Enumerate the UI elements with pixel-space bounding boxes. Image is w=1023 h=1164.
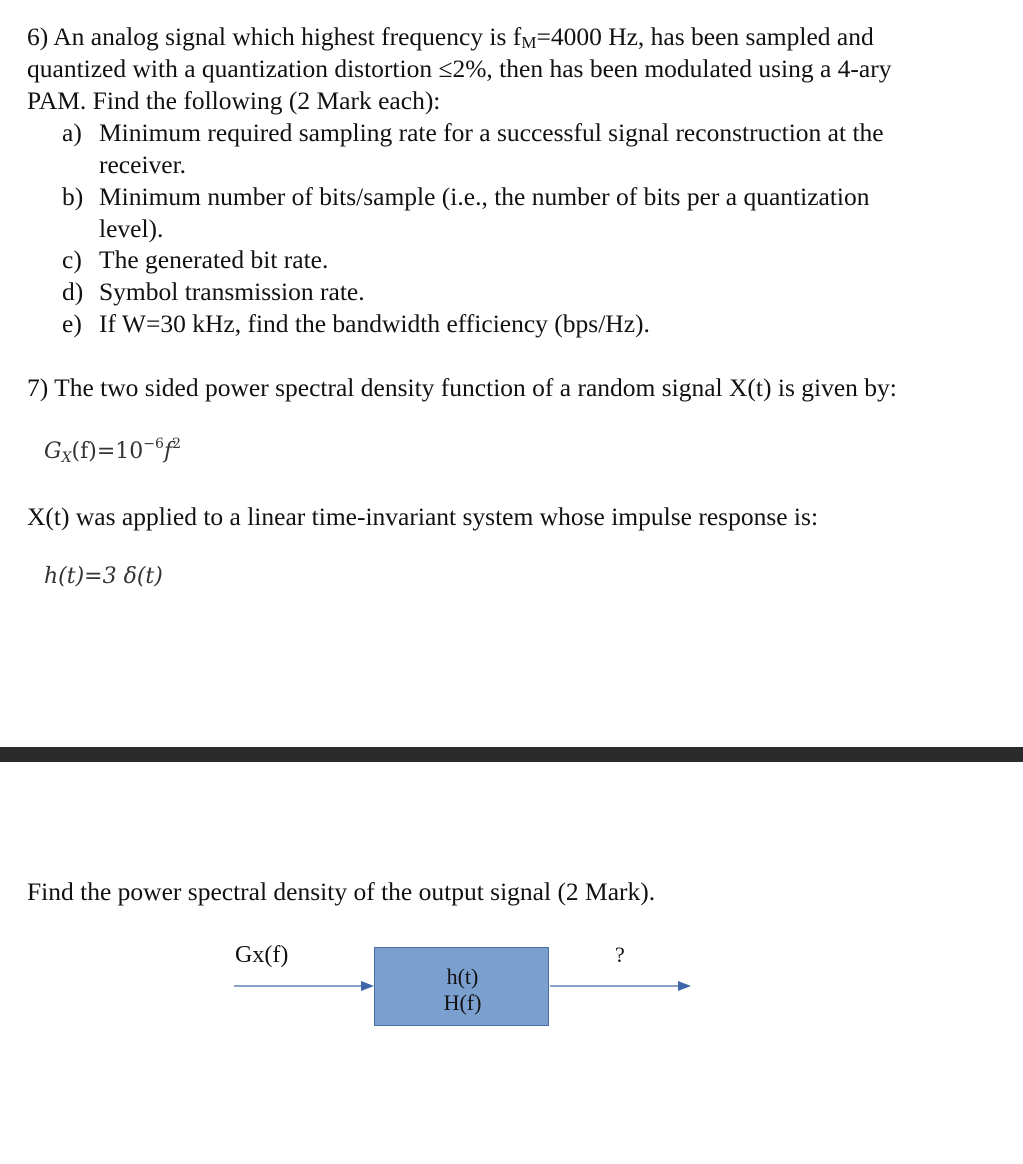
question-7-find: Find the power spectral density of the output signal (2 Mark).	[27, 877, 656, 906]
question-6-line-3: PAM. Find the following (2 Mark each):	[27, 86, 441, 115]
output-unknown-label: ?	[615, 942, 625, 967]
question-7-applied: X(t) was applied to a linear time-invariant system whose impulse response is:	[27, 502, 819, 531]
question-7-intro: 7) The two sided power spectral density function of a random signal X(t) is given by:	[27, 373, 897, 402]
input-psd-label: Gx(f)	[235, 942, 289, 968]
system-impulse-label: h(t)	[446, 964, 479, 989]
input-arrowhead	[361, 981, 374, 991]
question-6-line-2: quantized with a quantization distortion ≤2%, then has been modulated using a 4-ary	[27, 54, 892, 83]
psd-equation: $GX(f)=10^{-6}f^2$	[44, 436, 182, 466]
question-6-item-a: a) Minimum required sampling rate for a successful signal reconstruction at the receiver.	[62, 118, 884, 179]
question-6-item-b: b) Minimum number of bits/sample (i.e., the number of bits per a quantization level).	[62, 182, 870, 243]
question-6-item-d: d) Symbol transmission rate.	[62, 277, 365, 306]
question-6-item-e: e) If W=30 kHz, find the bandwidth efficiency (bps/Hz).	[62, 309, 650, 338]
question-6-line-1: 6) An analog signal which highest frequency is fM=4000 Hz, has been sampled and	[27, 22, 874, 52]
system-transfer-label: H(f)	[443, 990, 482, 1015]
lti-system-block	[374, 947, 549, 1026]
output-arrowhead	[678, 981, 691, 991]
question-6-item-c: c) The generated bit rate.	[62, 245, 329, 274]
impulse-response-equation: h(t)=3 δ(t)	[44, 564, 163, 589]
